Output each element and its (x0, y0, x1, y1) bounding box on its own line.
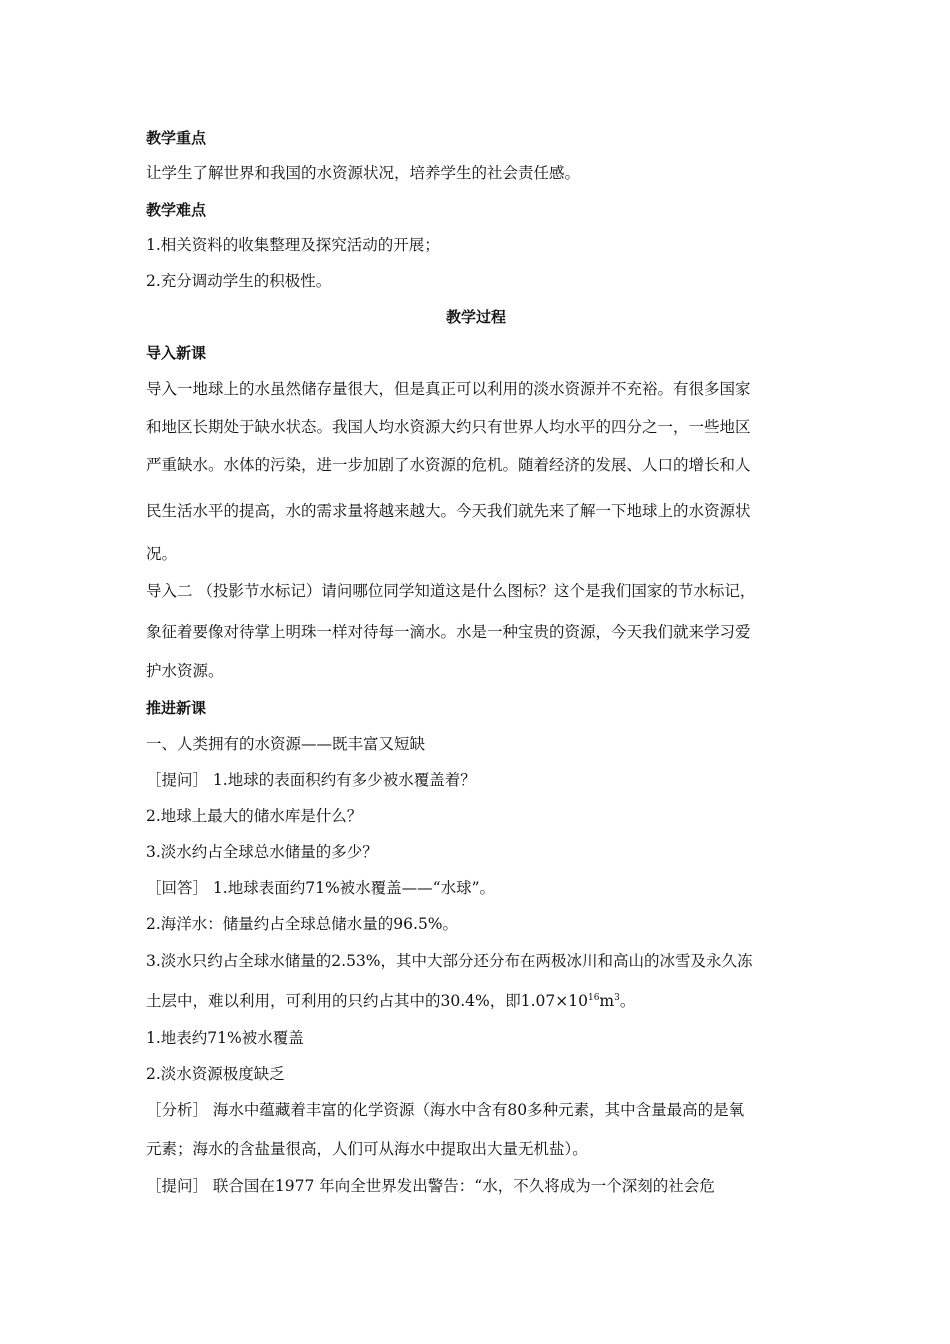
question-2: 2.地球上最大的储水库是什么？ (146, 807, 363, 825)
intro1-line: 严重缺水。水体的污染，进一步加剧了水资源的危机。随着经济的发展、人口的增长和人 (146, 456, 751, 474)
answer-3-line1: 3.淡水只约占全球水储量的2.53%，其中大部分还分布在两极冰川和高山的冰雪及永久冻 (146, 952, 753, 970)
exponent: 16 (587, 993, 600, 1003)
unit: m (599, 992, 615, 1010)
question-un: ［提问］ 联合国在1977 年向全世界发出警告：“水，不久将成为一个深刻的社会危 (146, 1177, 715, 1195)
advance-heading: 推进新课 (146, 699, 207, 717)
period: 。 (619, 992, 636, 1010)
key-points-text: 让学生了解世界和我国的水资源状况，培养学生的社会责任感。 (146, 164, 581, 182)
answer-3-line2 (146, 990, 814, 1012)
difficulties-heading: 教学难点 (146, 201, 207, 219)
answer-1: ［回答］ 1.地球表面约71%被水覆盖——“水球”。 (146, 879, 496, 897)
question-1: ［提问］ 1.地球的表面积约有多少被水覆盖着？ (146, 771, 476, 789)
summary-1: 1.地表约71%被水覆盖 (146, 1029, 304, 1047)
answer-2: 2.海洋水：储量约占全球总储水量的96.5%。 (146, 915, 459, 933)
section1-title: 一、人类拥有的水资源——既丰富又短缺 (146, 735, 426, 753)
intro-heading: 导入新课 (146, 344, 207, 362)
key-points-heading: 教学重点 (146, 129, 207, 147)
answer-3-text: 土层中，难以利用，可利用的只约占其中的30.4%，即1.07×10 (146, 992, 588, 1010)
intro1-line: 和地区长期处于缺水状态。我国人均水资源大约只有世界人均水平的四分之一，一些地区 (146, 418, 751, 436)
difficulty-item-1: 1.相关资料的收集整理及探究活动的开展； (146, 236, 440, 254)
intro2-line: 护水资源。 (146, 662, 224, 680)
summary-2: 2.淡水资源极度缺乏 (146, 1065, 285, 1083)
difficulty-item-2: 2.充分调动学生的积极性。 (146, 272, 332, 290)
intro2-line: 象征着要像对待掌上明珠一样对待每一滴水。水是一种宝贵的资源，今天我们就来学习爱 (146, 623, 751, 641)
intro2-line: 导入二 （投影节水标记）请问哪位同学知道这是什么图标？这个是我们国家的节水标记， (146, 582, 756, 600)
intro1-line: 民生活水平的提高，水的需求量将越来越大。今天我们就先来了解一下地球上的水资源状 (146, 502, 751, 520)
intro1-line: 导入一地球上的水虽然储存量很大，但是真正可以利用的淡水资源并不充裕。有很多国家 (146, 380, 751, 398)
analysis-line1: ［分析］ 海水中蕴藏着丰富的化学资源（海水中含有80多种元素，其中含量最高的是氧 (146, 1101, 745, 1119)
question-3: 3.淡水约占全球总水储量的多少？ (146, 843, 378, 861)
unit-exponent: 3 (614, 993, 620, 1003)
intro1-line: 况。 (146, 545, 178, 563)
process-heading: 教学过程 (445, 308, 506, 326)
analysis-line2: 元素；海水的含盐量很高，人们可从海水中提取出大量无机盐）。 (146, 1140, 588, 1158)
